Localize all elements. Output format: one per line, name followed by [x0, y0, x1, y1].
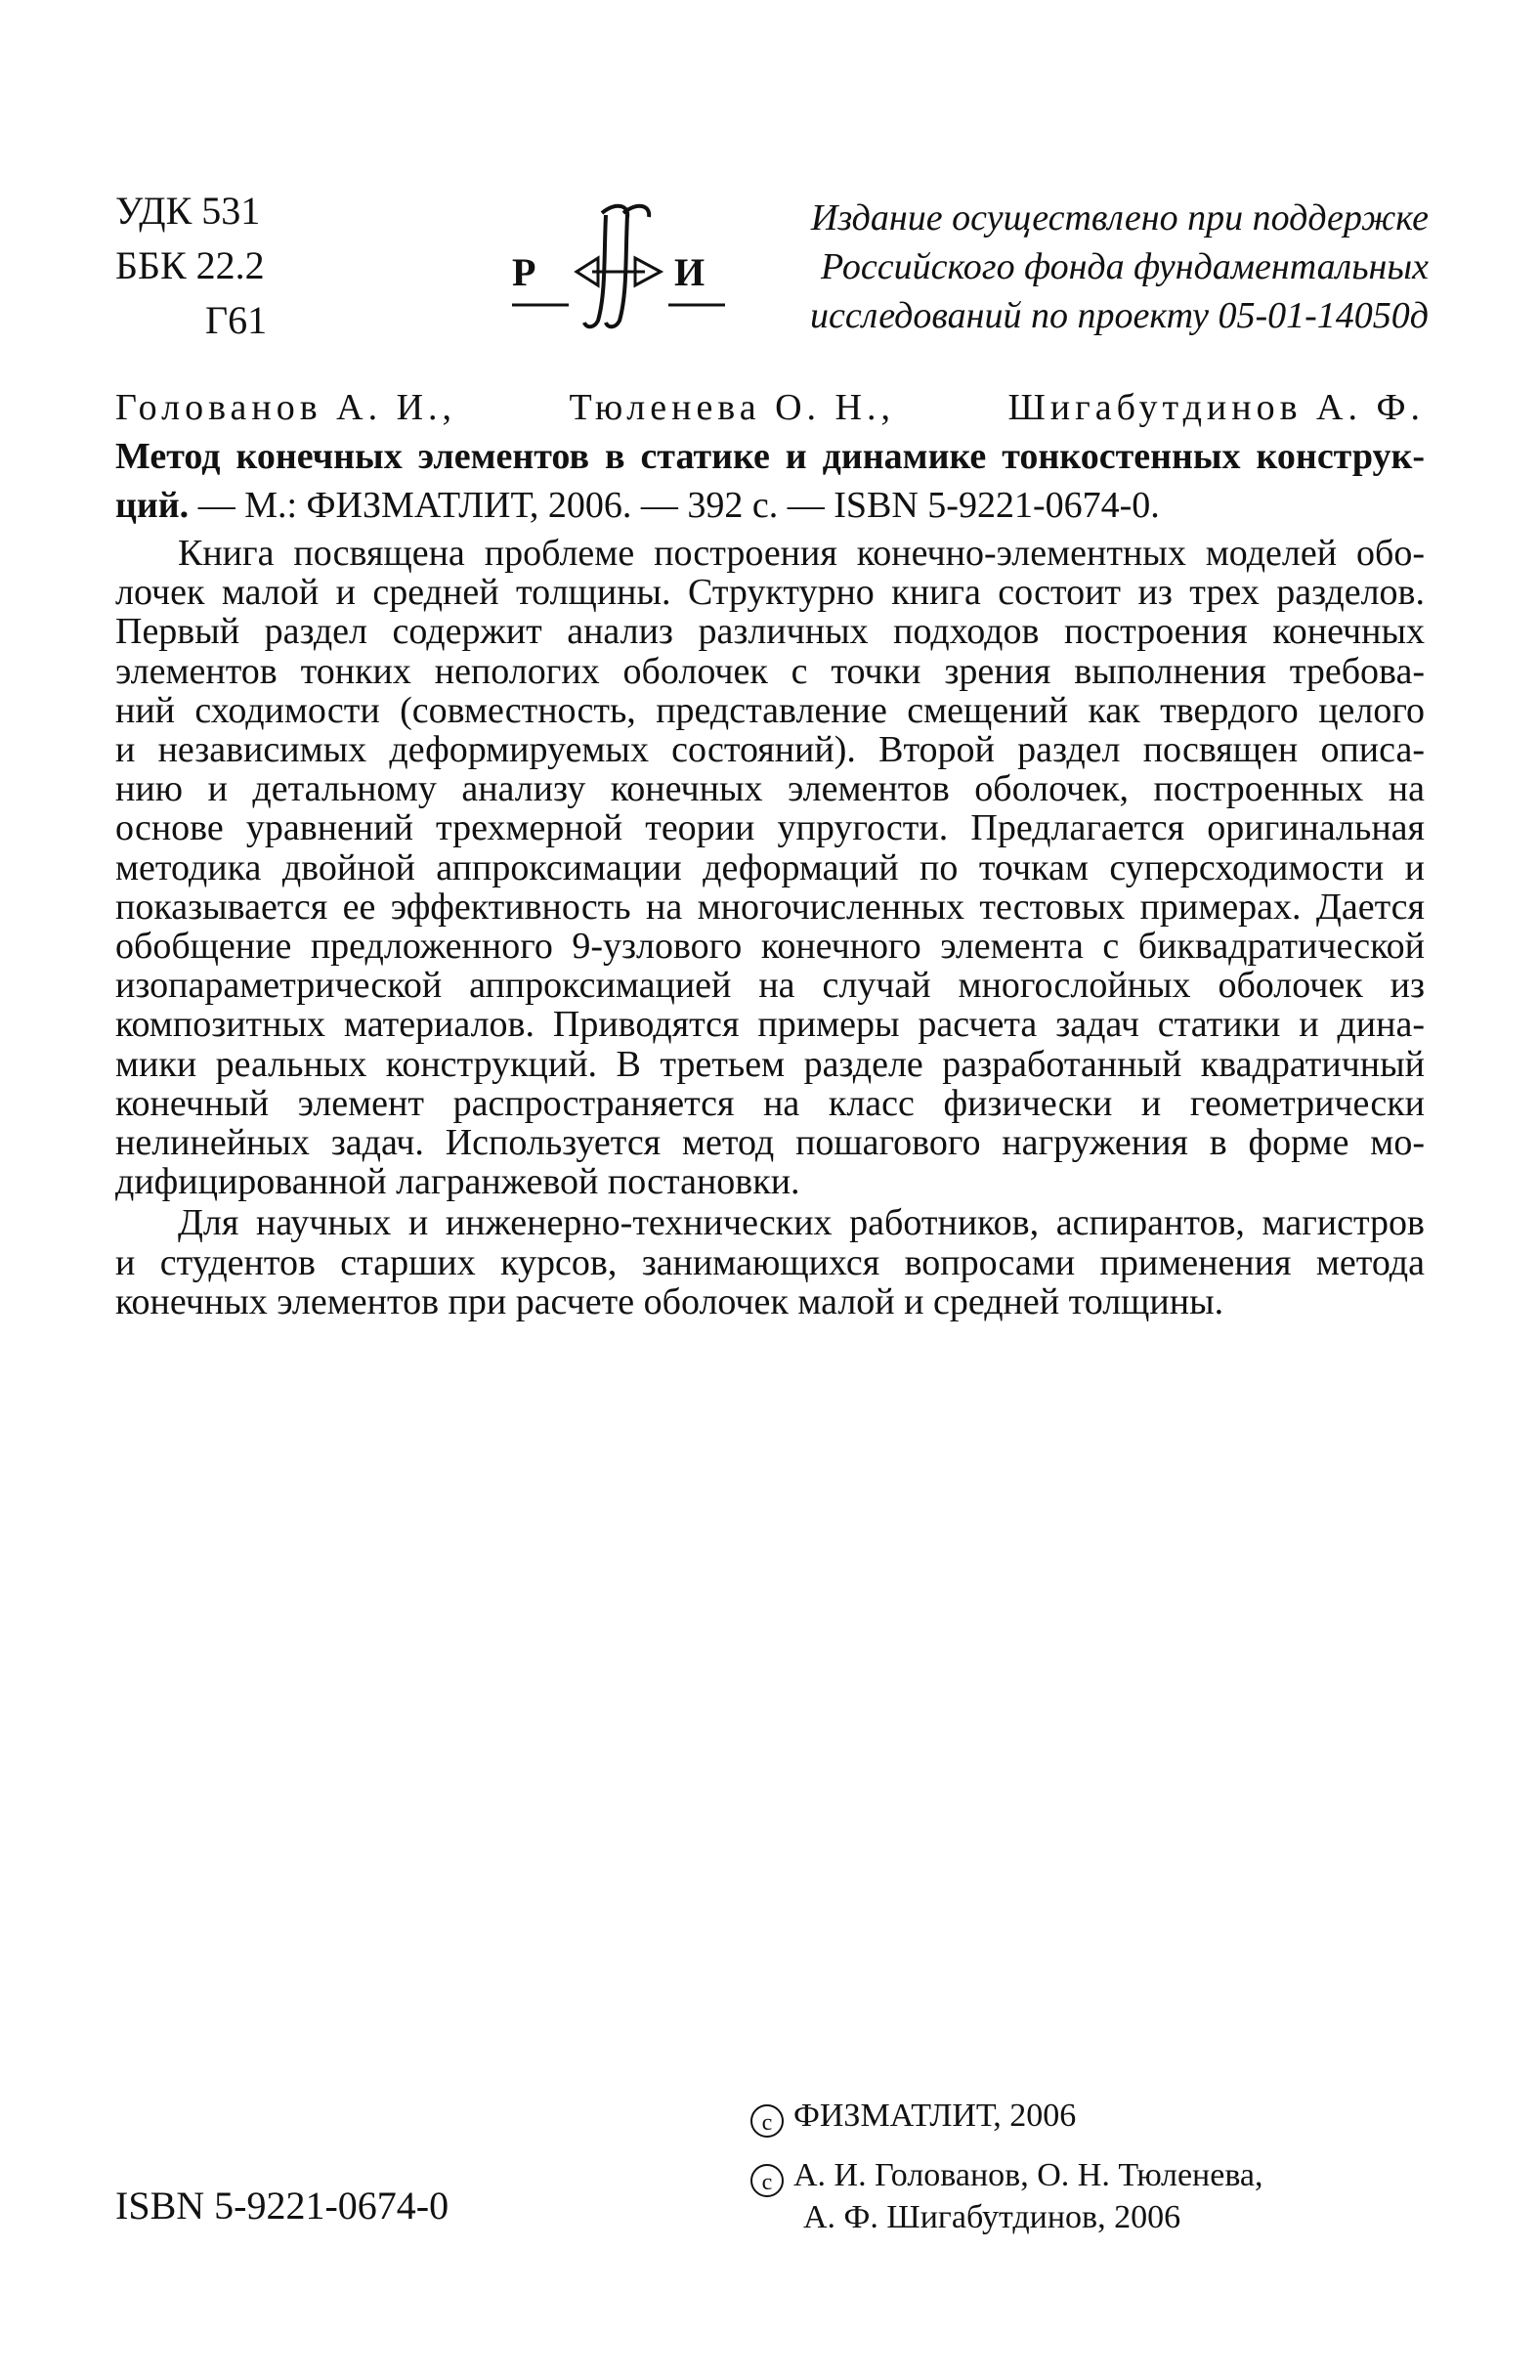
support-note-line: исследований по проекту 05-01-14050д: [809, 295, 1429, 336]
bbk-code: ББК 22.2: [115, 243, 265, 287]
copyright-publisher-text: ФИЗМАТЛИТ, 2006: [793, 2098, 1077, 2134]
copyright-block: [750, 2096, 1434, 2238]
abstract-paragraph: [115, 534, 1425, 1201]
support-note-line: Российского фонда фундаментальных: [821, 246, 1429, 287]
abstract-line: нию и детальному анализу конечных элементов оболочек, построенных на: [115, 768, 1425, 810]
abstract-line: ний сходимости (совместность, представление смещений как твердого целого: [115, 689, 1425, 731]
copyright-publisher: [750, 2096, 1434, 2138]
abstract-line: показывается ее эффективность на многочисленных тестовых примерах. Дается: [115, 886, 1425, 928]
abstract-line: Книга посвящена проблеме построения конечно-элементных моделей обо-: [178, 533, 1425, 574]
copyright-authors: [750, 2155, 1434, 2238]
authors-line: [115, 383, 1425, 432]
abstract-line: и независимых деформируемых состояний). Второй раздел посвящен описа-: [115, 729, 1425, 771]
rffi-logo: [508, 195, 729, 334]
abstract-line: обобщение предложенного 9-узлового конечного элемента с биквадратической: [115, 926, 1425, 968]
abstract-line: методика двойной аппроксимации деформаций по точкам суперсходимости и: [115, 846, 1425, 888]
publication-details: [115, 481, 1425, 530]
abstract-line: изопараметрической аппроксимацией на случай многослойных оболочек из: [115, 965, 1425, 1007]
abstract-line: Первый раздел содержит анализ различных подходов построения конечных: [115, 611, 1425, 653]
abstract-line: Для научных и инженерно-технических работников, аспирантов, магистров: [178, 1202, 1425, 1244]
copyright-authors-text: А. И. Голованов, О. Н. Тюленева,: [793, 2157, 1263, 2193]
audience-paragraph: [115, 1203, 1425, 1321]
abstract-line: дифицированной лагранжевой постановки.: [115, 1161, 800, 1203]
book-title: Метод конечных элементов в статике и динамике тонкостенных конструк-: [115, 436, 1425, 477]
support-note: [745, 194, 1429, 340]
abstract: [115, 534, 1425, 1321]
book-title-end: ций.: [115, 485, 190, 526]
copyright-icon: c: [750, 2104, 784, 2138]
support-note-line: Издание осуществлено при поддержке: [810, 197, 1429, 238]
author-name: Тюленева О. Н.,: [569, 387, 896, 428]
publication-info: — М.: ФИЗМАТЛИТ, 2006. — 392 с. — ISBN 5-9221-0674-0.: [189, 485, 1160, 526]
isbn: ISBN 5-9221-0674-0: [115, 2184, 449, 2228]
abstract-line: элементов тонких непологих оболочек с точки зрения выполнения требова-: [115, 650, 1425, 692]
author-name: Голованов А. И.,: [115, 387, 457, 428]
abstract-line: конечных элементов при расчете оболочек малой и средней толщины.: [115, 1280, 1224, 1322]
abstract-line: основе уравнений трехмерной теории упругости. Предлагается оригинальная: [115, 807, 1425, 849]
abstract-line: мики реальных конструкций. В третьем разделе разработанный квадратичный: [115, 1043, 1425, 1085]
udk-code: УДК 531: [115, 189, 261, 233]
abstract-line: и студентов старших курсов, занимающихся вопросами применения метода: [115, 1241, 1425, 1283]
copyright-authors-text: А. Ф. Шигабутдинов, 2006: [803, 2199, 1181, 2235]
abstract-line: конечный элемент распространяется на класс физически и геометрически: [115, 1082, 1425, 1124]
classification-codes: [115, 184, 340, 348]
logo-left-letter: Р: [512, 250, 536, 294]
abstract-line: лочек малой и средней толщины. Структурно книга состоит из трех разделов.: [115, 572, 1425, 614]
logo-right-letter: И: [674, 250, 706, 294]
copyright-icon: c: [750, 2164, 784, 2197]
bibliographic-citation: [115, 383, 1425, 530]
author-name: Шигабутдинов А. Ф.: [1007, 387, 1425, 428]
cutter-code: Г61: [205, 298, 268, 342]
abstract-line: нелинейных задач. Используется метод пошагового нагружения в форме мо-: [115, 1122, 1425, 1164]
abstract-line: композитных материалов. Приводятся примеры расчета задач статики и дина-: [115, 1004, 1425, 1046]
